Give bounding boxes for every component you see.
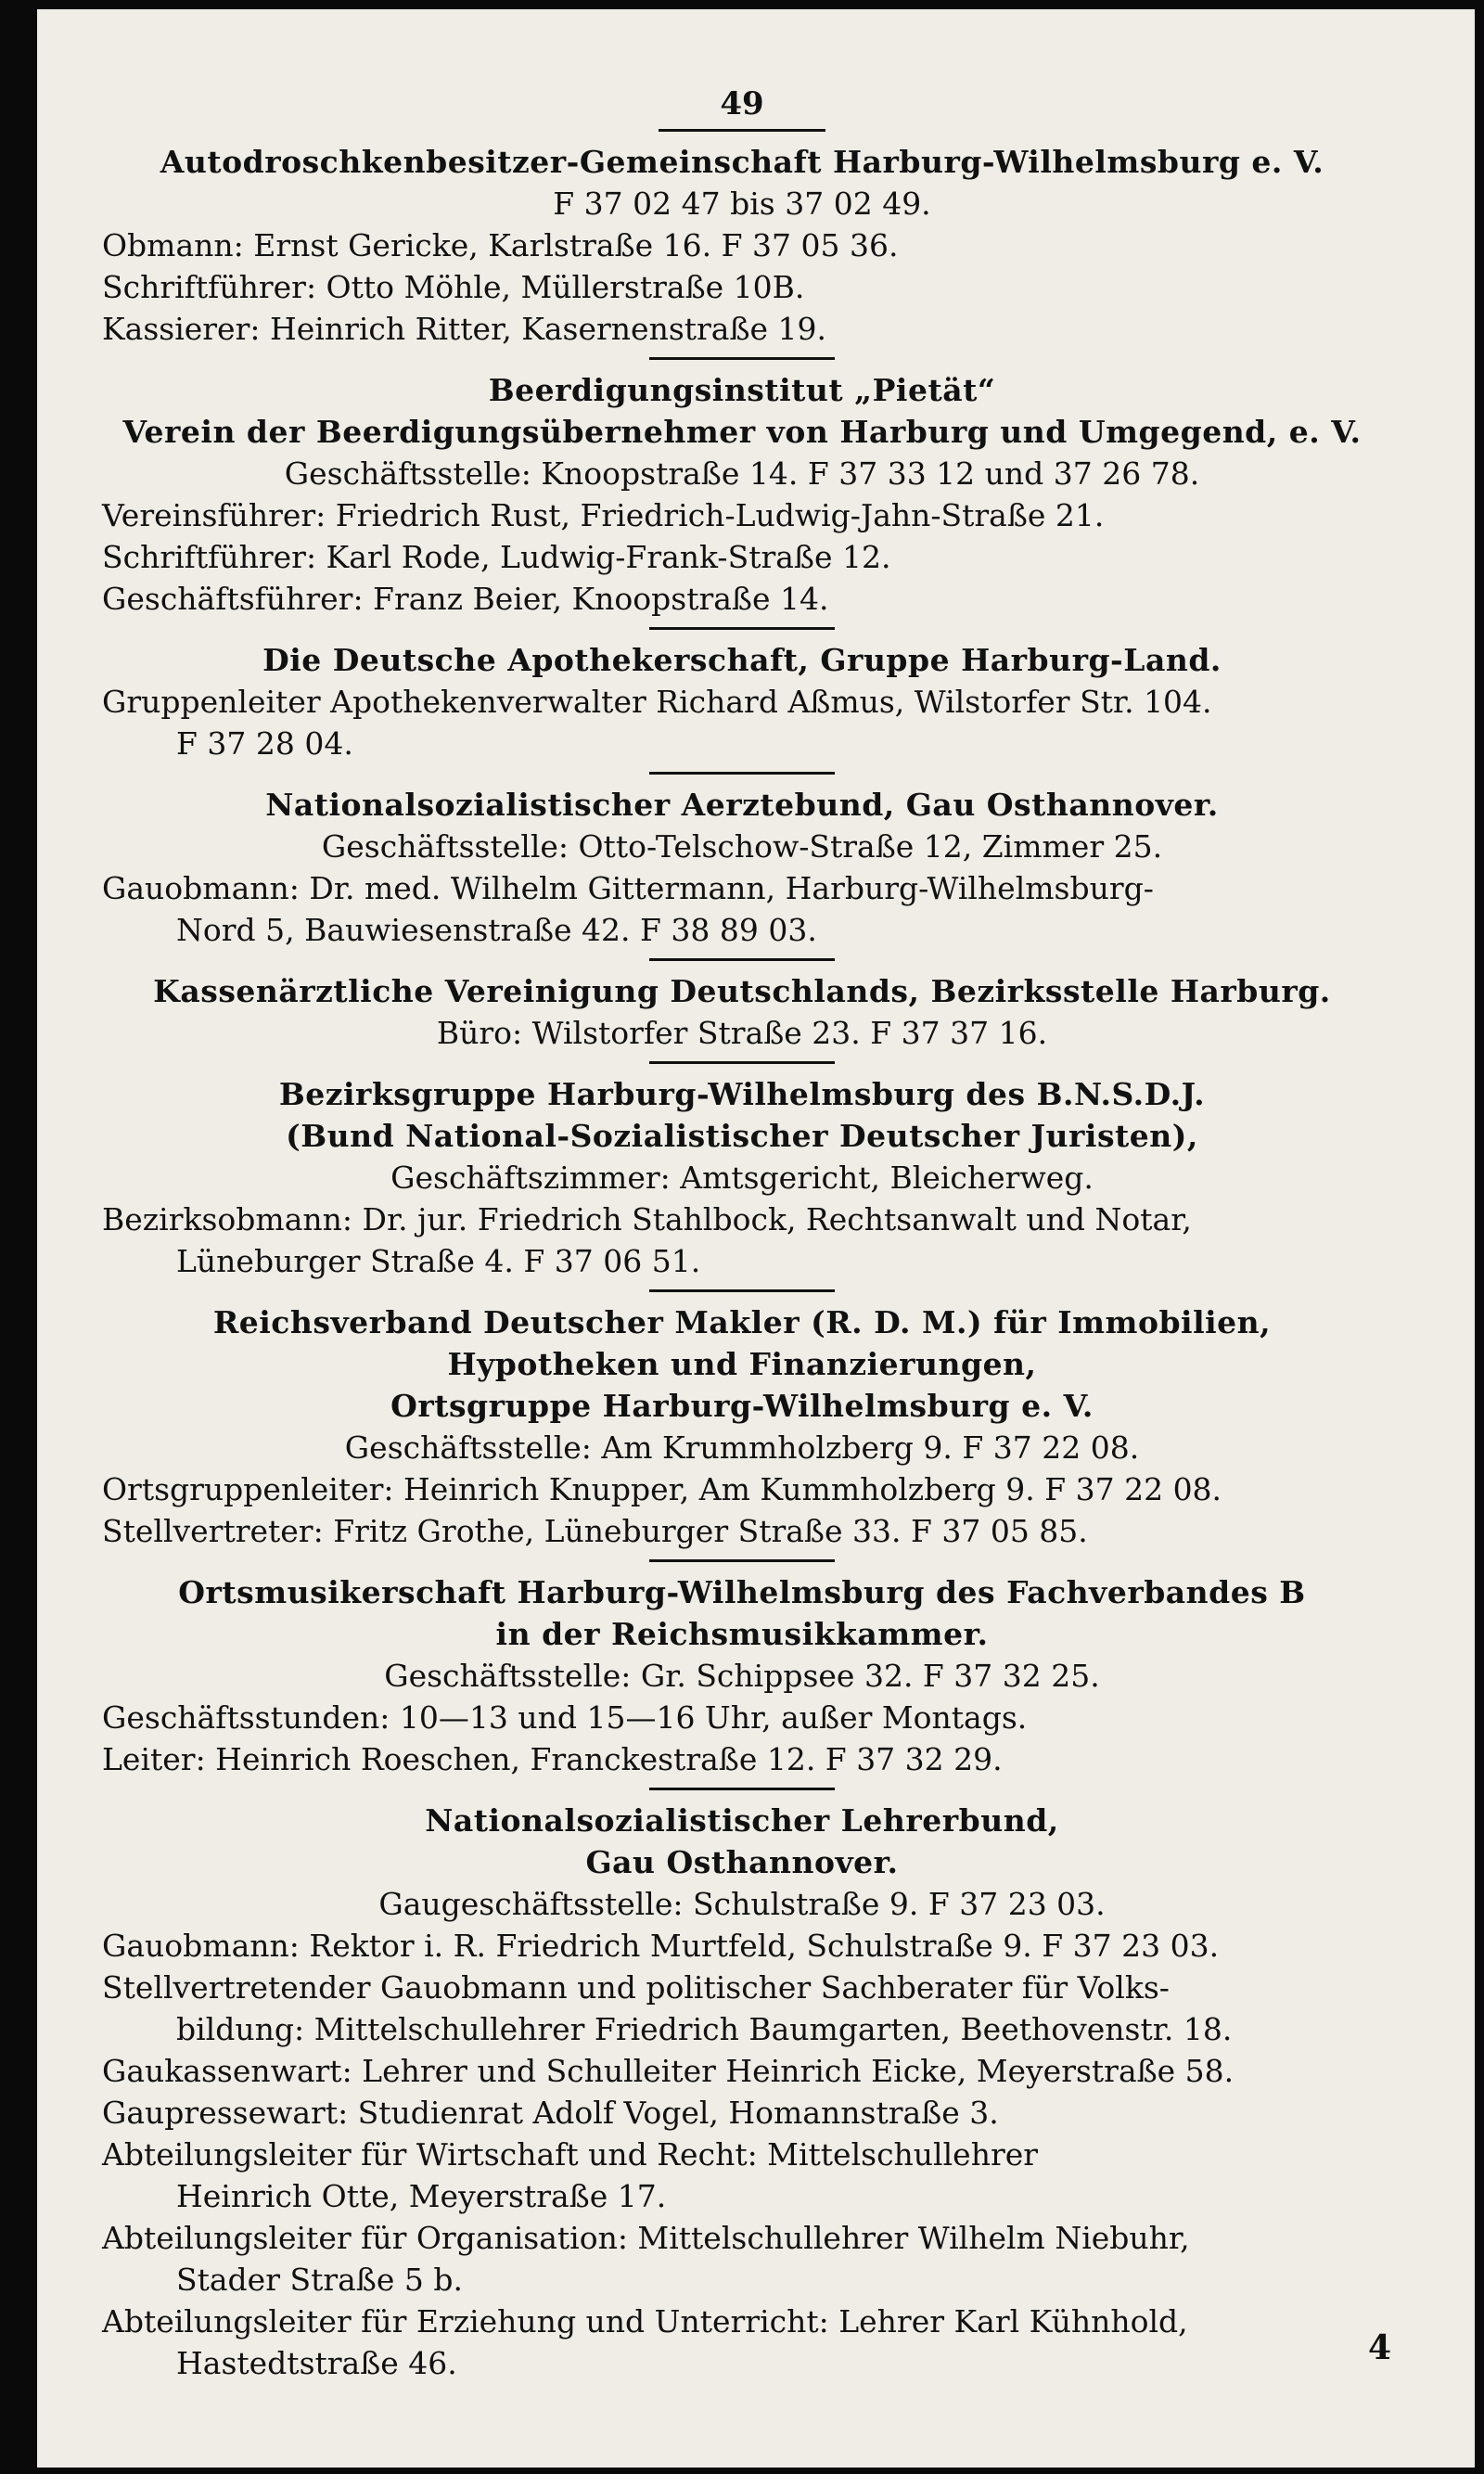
- entry-line: Nord 5, Bauwiesenstraße 42. F 38 89 03.: [176, 912, 817, 948]
- entry-heading: Reichsverband Deutscher Makler (R. D. M.) für Immobilien,: [212, 1304, 1272, 1340]
- entry-line: Leiter: Heinrich Roeschen, Franckestraße 12. F 37 32 29.: [102, 1741, 1003, 1777]
- entry-line: Lüneburger Straße 4. F 37 06 51.: [176, 1243, 701, 1279]
- entry-office-line: Geschäftsstelle: Am Krummholzberg 9. F 37 22 08.: [344, 1429, 1140, 1466]
- page-content: [102, 83, 1382, 2391]
- entry-line: Gauobmann: Dr. med. Wilhelm Gittermann, Harburg-Wilhelmsburg-: [102, 870, 1154, 906]
- entry-line: Gauobmann: Rektor i. R. Friedrich Murtfeld, Schulstraße 9. F 37 23 03.: [102, 1928, 1220, 1964]
- entry-heading: Autodroschkenbesitzer-Gemeinschaft Harburg-Wilhelmsburg e. V.: [160, 144, 1324, 180]
- section-divider: [649, 1289, 835, 1292]
- entry-heading: Kassenärztliche Vereinigung Deutschlands, Bezirksstelle Harburg.: [153, 973, 1331, 1009]
- entry-heading: Nationalsozialistischer Lehrerbund,: [425, 1802, 1059, 1839]
- entry-heading: Ortsgruppe Harburg-Wilhelmsburg e. V.: [390, 1388, 1094, 1424]
- section-divider: [649, 1061, 835, 1064]
- section-divider: [649, 357, 835, 360]
- entry-line: Schriftführer: Otto Möhle, Müllerstraße 10B.: [102, 269, 805, 305]
- entry-line: Geschäftsführer: Franz Beier, Knoopstraße 14.: [102, 581, 829, 617]
- entry-line: Obmann: Ernst Gericke, Karlstraße 16. F 37 05 36.: [102, 227, 899, 263]
- entry-line: Abteilungsleiter für Erziehung und Unterricht: Lehrer Karl Kühnhold,: [102, 2303, 1188, 2339]
- entry-heading: Beerdigungsinstitut „Pietät“: [488, 372, 996, 408]
- entry-office-line: Geschäftsstelle: Gr. Schippsee 32. F 37 32 25.: [384, 1658, 1100, 1694]
- directory-entry: [102, 141, 1382, 350]
- sheet-number: 4: [1367, 2328, 1391, 2367]
- entry-line: Kassierer: Heinrich Ritter, Kasernenstraße 19.: [102, 311, 827, 347]
- entry-office-line: Geschäftsstelle: Otto-Telschow-Straße 12, Zimmer 25.: [321, 828, 1163, 865]
- entry-line: Gruppenleiter Apothekenverwalter Richard Aßmus, Wilstorfer Str. 104.: [102, 684, 1212, 720]
- entry-heading: Hypotheken und Finanzierungen,: [447, 1346, 1037, 1382]
- directory-entry: [102, 639, 1382, 764]
- directory-entry: [102, 970, 1382, 1054]
- section-divider: [649, 627, 835, 630]
- entry-line: Abteilungsleiter für Organisation: Mittelschullehrer Wilhelm Niebuhr,: [102, 2220, 1190, 2256]
- entry-office-line: Geschäftszimmer: Amtsgericht, Bleicherweg.: [390, 1160, 1094, 1196]
- entry-line: Stader Straße 5 b.: [176, 2262, 463, 2298]
- entry-heading: Gau Osthannover.: [585, 1844, 899, 1880]
- directory-entry: [102, 1571, 1382, 1780]
- entry-line: Geschäftsstunden: 10—13 und 15—16 Uhr, außer Montags.: [102, 1699, 1028, 1736]
- entry-line: Bezirksobmann: Dr. jur. Friedrich Stahlbock, Rechtsanwalt und Notar,: [102, 1201, 1192, 1237]
- entry-line: F 37 28 04.: [176, 725, 353, 762]
- entry-heading: Ortsmusikerschaft Harburg-Wilhelmsburg des Fachverbandes B: [178, 1574, 1306, 1610]
- entry-line: Abteilungsleiter für Wirtschaft und Recht: Mittelschullehrer: [102, 2136, 1039, 2173]
- entry-line: Ortsgruppenleiter: Heinrich Knupper, Am Kummholzberg 9. F 37 22 08.: [102, 1471, 1222, 1507]
- section-divider: [649, 958, 835, 961]
- section-divider: [649, 772, 835, 775]
- entry-line: Hastedtstraße 46.: [176, 2345, 457, 2381]
- entry-line: Heinrich Otte, Meyerstraße 17.: [176, 2178, 667, 2214]
- directory-entry: [102, 1800, 1382, 2384]
- entry-office-line: Gaugeschäftsstelle: Schulstraße 9. F 37 23 03.: [378, 1886, 1106, 1922]
- section-divider: [649, 1788, 835, 1790]
- entry-line: bildung: Mittelschullehrer Friedrich Baumgarten, Beethovenstr. 18.: [176, 2011, 1233, 2047]
- directory-entry: [102, 369, 1382, 620]
- entry-line: Schriftführer: Karl Rode, Ludwig-Frank-Straße 12.: [102, 539, 891, 575]
- entry-office-line: Geschäftsstelle: Knoopstraße 14. F 37 33 12 und 37 26 78.: [284, 455, 1200, 492]
- entry-heading: (Bund National-Sozialistischer Deutscher Juristen),: [286, 1118, 1198, 1154]
- top-rule: [659, 129, 825, 132]
- section-divider: [649, 1559, 835, 1562]
- entry-heading: Verein der Beerdigungsübernehmer von Harburg und Umgegend, e. V.: [122, 414, 1362, 450]
- entry-heading: in der Reichsmusikkammer.: [495, 1616, 989, 1652]
- entry-line: Stellvertretender Gauobmann und politischer Sachberater für Volks-: [102, 1969, 1170, 2006]
- entry-line: Gaukassenwart: Lehrer und Schulleiter Heinrich Eicke, Meyerstraße 58.: [102, 2053, 1235, 2089]
- entry-line: Vereinsführer: Friedrich Rust, Friedrich-Ludwig-Jahn-Straße 21.: [102, 497, 1105, 533]
- entry-heading: Bezirksgruppe Harburg-Wilhelmsburg des B.N.S.D.J.: [278, 1076, 1206, 1112]
- entry-line: Stellvertreter: Fritz Grothe, Lüneburger Straße 33. F 37 05 85.: [102, 1513, 1088, 1549]
- entry-office-line: F 37 02 47 bis 37 02 49.: [553, 186, 931, 222]
- entry-heading: Die Deutsche Apothekerschaft, Gruppe Harburg-Land.: [262, 642, 1222, 678]
- directory-entry: [102, 1301, 1382, 1552]
- directory-entry: [102, 1073, 1382, 1282]
- document-page: [37, 9, 1475, 2468]
- directory-entry: [102, 784, 1382, 951]
- entry-heading: Nationalsozialistischer Aerztebund, Gau Osthannover.: [265, 787, 1219, 823]
- page-number: 49: [720, 85, 764, 122]
- entry-line: Gaupressewart: Studienrat Adolf Vogel, Homannstraße 3.: [102, 2095, 999, 2131]
- entry-office-line: Büro: Wilstorfer Straße 23. F 37 37 16.: [436, 1015, 1048, 1051]
